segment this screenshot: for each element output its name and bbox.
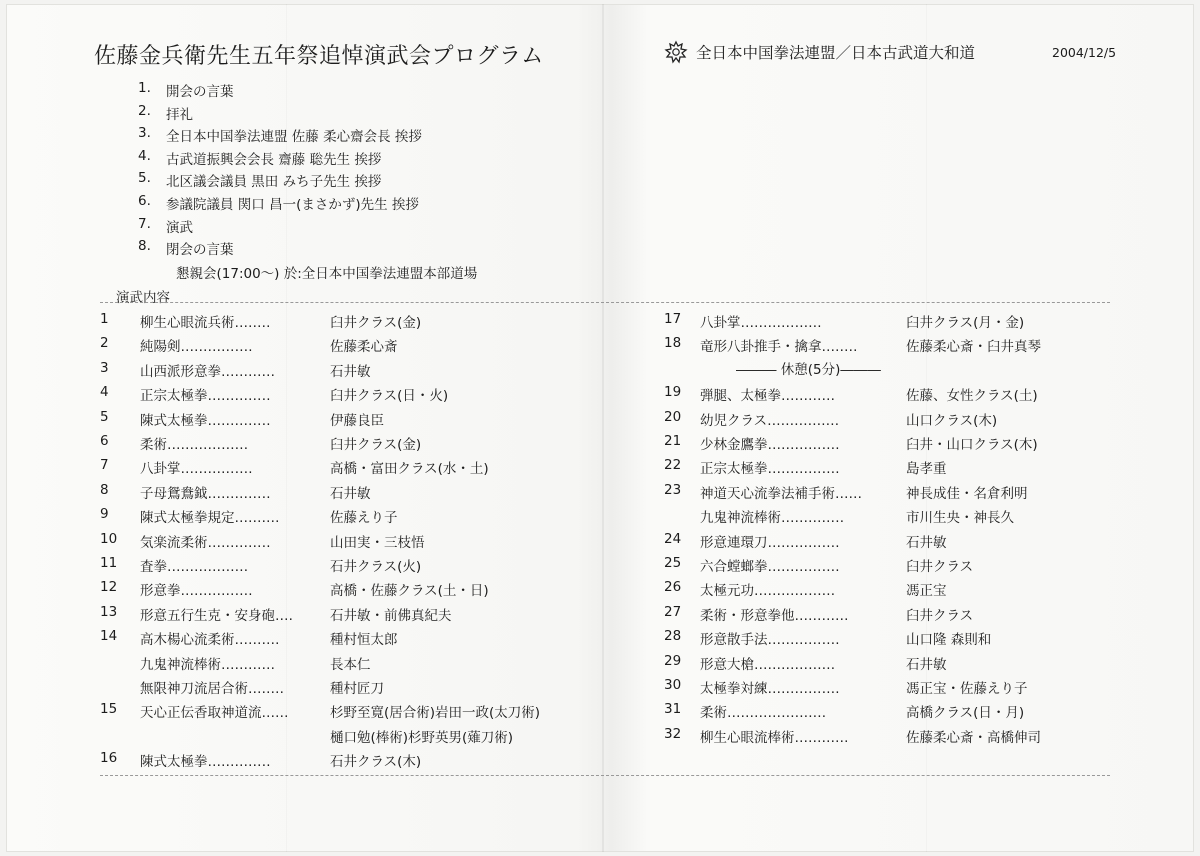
performer-name: 石井敏・前佛真紀夫 (330, 607, 452, 624)
performance-number: 15 (100, 701, 118, 718)
agenda-text: 参議院議員 関口 昌一(まさかず)先生 挨拶 (166, 196, 419, 213)
agenda-item (138, 103, 422, 126)
performance-name: 柔術‥‥‥‥‥‥‥‥‥ (140, 437, 249, 453)
organization-header (664, 40, 975, 64)
divider (100, 775, 1110, 776)
performer-name: 石井敏 (330, 485, 371, 502)
performance-name: 八卦掌‥‥‥‥‥‥‥‥ (140, 461, 253, 478)
performance-number: 4 (100, 384, 109, 401)
performer-name: 種村匠刀 (330, 681, 384, 697)
performance-number: 13 (100, 603, 118, 620)
agenda-number: 7. (138, 215, 151, 232)
performance-name: 弾腿、太極拳‥‥‥‥‥‥ (700, 388, 836, 405)
performer-name: 石井敏 (330, 363, 371, 380)
performance-name: 九鬼神流棒術‥‥‥‥‥‥‥ (700, 510, 845, 527)
performer-name: 臼井クラス(金) (330, 437, 422, 453)
fold-crease (602, 4, 604, 852)
performance-name: 陳式太極拳規定‥‥‥‥‥ (140, 510, 280, 527)
performer-name: 石井クラス(火) (330, 559, 422, 575)
performance-number: 3 (100, 359, 109, 376)
performance-number: 22 (664, 457, 682, 474)
performance-name: 陳式太極拳‥‥‥‥‥‥‥ (140, 412, 271, 429)
performance-number: 14 (100, 628, 118, 645)
performance-name: 竜形八卦推手・擒拿‥‥‥‥ (700, 339, 858, 356)
agenda-text: 拝礼 (166, 106, 193, 123)
agenda-text: 全日本中国拳法連盟 佐藤 柔心齋会長 挨拶 (166, 129, 422, 146)
performance-number: 1 (100, 311, 109, 327)
performance-number: 5 (100, 408, 109, 425)
performance-number: 6 (100, 433, 109, 449)
performance-number: 32 (664, 725, 682, 742)
performance-name: 柔術‥‥‥‥‥‥‥‥‥‥‥ (700, 705, 827, 722)
performer-name: 石井クラス(木) (330, 754, 422, 771)
performer-name: 石井敏 (906, 534, 947, 551)
performer-name: 佐藤柔心斎 (330, 339, 398, 356)
break-label: ――― 休憩(5分)――― (736, 362, 881, 378)
performance-number: 25 (664, 555, 682, 571)
performer-name: 神長成佳・名倉利明 (906, 485, 1028, 502)
performance-name: 気楽流柔術‥‥‥‥‥‥‥ (140, 534, 271, 551)
performance-number: 27 (664, 603, 682, 620)
performer-name: 佐藤えり子 (330, 510, 398, 527)
performance-name: 正宗太極拳‥‥‥‥‥‥‥‥ (700, 461, 840, 478)
performance-name: 幼児クラス‥‥‥‥‥‥‥‥ (700, 412, 840, 429)
agenda-item (138, 238, 422, 261)
agenda-number: 2. (138, 102, 151, 119)
performer-name: 佐藤柔心斎・臼井真琴 (906, 339, 1041, 356)
performer-name: 臼井クラス (906, 559, 974, 575)
agenda-number: 4. (138, 147, 151, 164)
performance-name: 九鬼神流棒術‥‥‥‥‥‥ (140, 656, 276, 673)
agenda-number: 3. (138, 125, 151, 142)
performer-name: 馮正宝・佐藤えり子 (906, 681, 1028, 697)
performer-name: 杉野至寛(居合術)岩田一政(太刀術) (330, 705, 541, 722)
page-title: 佐藤金兵衛先生五年祭追悼演武会プログラム (94, 44, 544, 69)
performer-name: 高橋クラス(日・月) (906, 705, 1025, 722)
performer-name: 高橋・富田クラス(水・土) (330, 461, 489, 478)
agenda-item (138, 148, 422, 171)
performance-number: 28 (664, 628, 682, 645)
performer-name: 佐藤、女性クラス(土) (906, 388, 1038, 405)
performance-name: 太極元功‥‥‥‥‥‥‥‥‥ (700, 583, 836, 600)
performer-name: 佐藤柔心斎・高橋伸司 (906, 729, 1041, 746)
event-date: 2004/12/5 (1052, 45, 1117, 60)
agenda-item (138, 170, 422, 193)
agenda-text: 演武 (166, 219, 193, 236)
federation-emblem-icon (664, 40, 688, 64)
performance-name: 柳生心眼流棒術‥‥‥‥‥‥ (700, 729, 849, 746)
agenda-item (138, 125, 422, 148)
agenda-item (138, 216, 422, 239)
performance-number: 30 (664, 677, 682, 693)
agenda-item (138, 80, 422, 103)
performance-number: 19 (664, 384, 682, 401)
performance-number: 16 (100, 750, 118, 767)
performance-name: 形意五行生克・安身砲‥‥ (140, 607, 294, 624)
performance-name: 形意大槍‥‥‥‥‥‥‥‥‥ (700, 656, 836, 673)
performer-name: 臼井クラス(日・火) (330, 388, 449, 405)
performance-name: 形意連環刀‥‥‥‥‥‥‥‥ (700, 534, 840, 551)
performer-name: 臼井クラス (906, 607, 974, 624)
performance-name: 査拳‥‥‥‥‥‥‥‥‥ (140, 559, 249, 575)
performer-name: 長本仁 (330, 656, 371, 673)
performance-name: 少林金鷹拳‥‥‥‥‥‥‥‥ (700, 437, 840, 453)
performance-name: 太極拳対練‥‥‥‥‥‥‥‥ (700, 681, 840, 697)
performance-name: 純陽剣‥‥‥‥‥‥‥‥ (140, 339, 253, 356)
agenda-number: 1. (138, 80, 151, 96)
performer-name: 伊藤良臣 (330, 412, 384, 429)
performance-number: 12 (100, 579, 118, 596)
performance-name: 形意散手法‥‥‥‥‥‥‥‥ (700, 632, 840, 649)
performance-number: 21 (664, 433, 682, 449)
agenda-item (138, 193, 422, 216)
performance-name: 子母鴛鴦鉞‥‥‥‥‥‥‥ (140, 485, 271, 502)
performance-number: 23 (664, 481, 682, 498)
agenda-text: 閉会の言葉 (166, 242, 234, 259)
agenda-number: 8. (138, 238, 151, 255)
performance-number: 26 (664, 579, 682, 596)
agenda-number: 6. (138, 192, 151, 209)
performance-number: 24 (664, 530, 682, 547)
performance-name: 神道天心流拳法補手術‥‥‥ (700, 485, 863, 502)
performance-number: 17 (664, 311, 682, 327)
performance-name: 無限神刀流居合術‥‥‥‥ (140, 681, 285, 697)
performance-number: 18 (664, 335, 682, 352)
divider (100, 302, 1110, 303)
performance-number: 20 (664, 408, 682, 425)
performance-number: 9 (100, 506, 109, 523)
reception-note: 懇親会(17:00～) 於:全日本中国拳法連盟本部道場 (176, 266, 478, 282)
performance-name: 柔術・形意拳他‥‥‥‥‥‥ (700, 607, 849, 624)
performance-number: 11 (100, 555, 118, 571)
performer-name: 市川生央・神長久 (906, 510, 1014, 527)
performance-number: 8 (100, 481, 109, 498)
performance-name: 正宗太極拳‥‥‥‥‥‥‥ (140, 388, 271, 405)
performer-name: 臼井・山口クラス(木) (906, 437, 1038, 453)
performer-name: 山口隆 森則和 (906, 632, 992, 649)
performer-name: 樋口勉(棒術)杉野英男(薙刀術) (330, 729, 514, 746)
performance-number: 31 (664, 701, 682, 718)
agenda-list (138, 80, 422, 261)
performer-name: 山田実・三枝悟 (330, 534, 425, 551)
performer-name: 島孝重 (906, 461, 947, 478)
performance-name: 天心正伝香取神道流‥‥‥ (140, 705, 289, 722)
performance-number: 2 (100, 335, 109, 352)
performance-number: 29 (664, 652, 682, 669)
section-label: 演武内容 (116, 290, 170, 306)
agenda-number: 5. (138, 170, 151, 187)
performance-number: 10 (100, 530, 118, 547)
agenda-text: 北区議会議員 黒田 みち子先生 挨拶 (166, 174, 382, 191)
performance-name: 形意拳‥‥‥‥‥‥‥‥ (140, 583, 253, 600)
organization-name: 全日本中国拳法連盟／日本古武道大和道 (696, 44, 976, 62)
performer-name: 石井敏 (906, 656, 947, 673)
performance-number: 7 (100, 457, 109, 474)
performer-name: 高橋・佐藤クラス(土・日) (330, 583, 489, 600)
agenda-text: 古武道振興会会長 齋藤 聡先生 挨拶 (166, 151, 382, 168)
performance-name: 六合螳螂拳‥‥‥‥‥‥‥‥ (700, 559, 840, 575)
agenda-text: 開会の言葉 (166, 84, 234, 100)
performance-name: 柳生心眼流兵術‥‥‥‥ (140, 315, 271, 331)
performance-name: 高木楊心流柔術‥‥‥‥‥ (140, 632, 280, 649)
performer-name: 臼井クラス(金) (330, 315, 422, 331)
performer-name: 種村恒太郎 (330, 632, 398, 649)
performer-name: 臼井クラス(月・金) (906, 315, 1025, 331)
performance-name: 八卦掌‥‥‥‥‥‥‥‥‥ (700, 315, 822, 331)
performance-name: 陳式太極拳‥‥‥‥‥‥‥ (140, 754, 271, 771)
performance-name: 山西派形意拳‥‥‥‥‥‥ (140, 363, 276, 380)
performer-name: 山口クラス(木) (906, 412, 998, 429)
performer-name: 馮正宝 (906, 583, 947, 600)
